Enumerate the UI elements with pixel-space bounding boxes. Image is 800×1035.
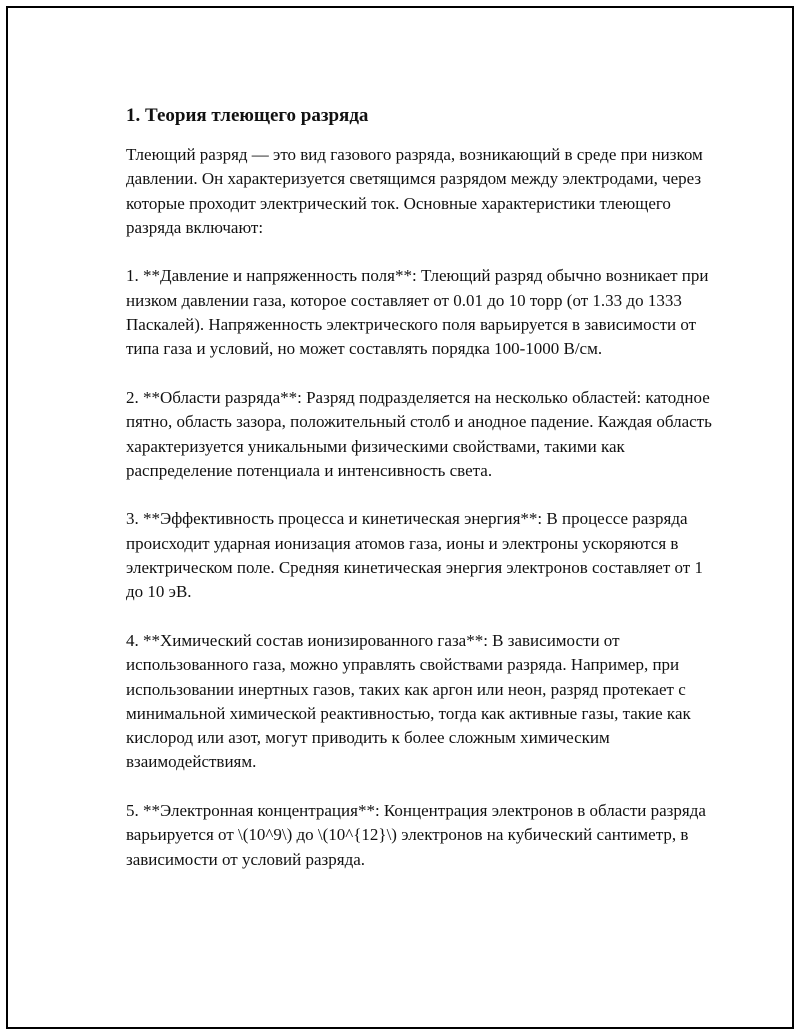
list-item-electron-concentration: 5. **Электронная концентрация**: Концентрация электронов в области разряда варьируется от \(10^9\) до \(10^{12}\) электронов на кубический сантиметр, в зависимости от условий разряда. — [126, 801, 706, 869]
list-item-kinetic-energy: 3. **Эффективность процесса и кинетическая энергия**: В процессе разряда происходит ударная ионизация атомов газа, ионы и электроны ускоряются в электрическом поле. Средняя кинетическая энергия электронов составляет от 1 до 10 эВ. — [126, 509, 703, 602]
intro-paragraph: Тлеющий разряд — это вид газового разряда, возникающий в среде при низком давлении. Он характеризуется светящимся разрядом между электродами, через которые проходит электрический ток. Основные характеристики тлеющего разряда включают: — [126, 145, 703, 237]
document-body — [126, 104, 716, 896]
list-item-chemical-composition: 4. **Химический состав ионизированного газа**: В зависимости от использованного газа, можно управлять свойствами разряда. Например, при использовании инертных газов, таких как аргон или неон, разряд протекает с минимальной химической реактивностью, тогда как активные газы, такие как кислород или азот, могут приводить к более сложным химическим взаимодействиям. — [126, 630, 691, 772]
list-item-regions: 2. **Области разряда**: Разряд подразделяется на несколько областей: катодное пятно, область зазора, положительный столб и анодное падение. Каждая область характеризуется уникальными физическими свойствами, такими как распределение потенциала и интенсивность света. — [126, 387, 712, 480]
page-frame — [6, 6, 794, 1029]
section-title: 1. Теория тлеющего разряда — [126, 105, 369, 126]
list-item-pressure: 1. **Давление и напряженность поля**: Тлеющий разряд обычно возникает при низком давлении газа, которое составляет от 0.01 до 10 торр (от 1.33 до 1333 Паскалей). Напряженность электрического поля варьируется в зависимости от типа газа и условий, но может составлять порядка 100-1000 В/см. — [126, 266, 709, 359]
